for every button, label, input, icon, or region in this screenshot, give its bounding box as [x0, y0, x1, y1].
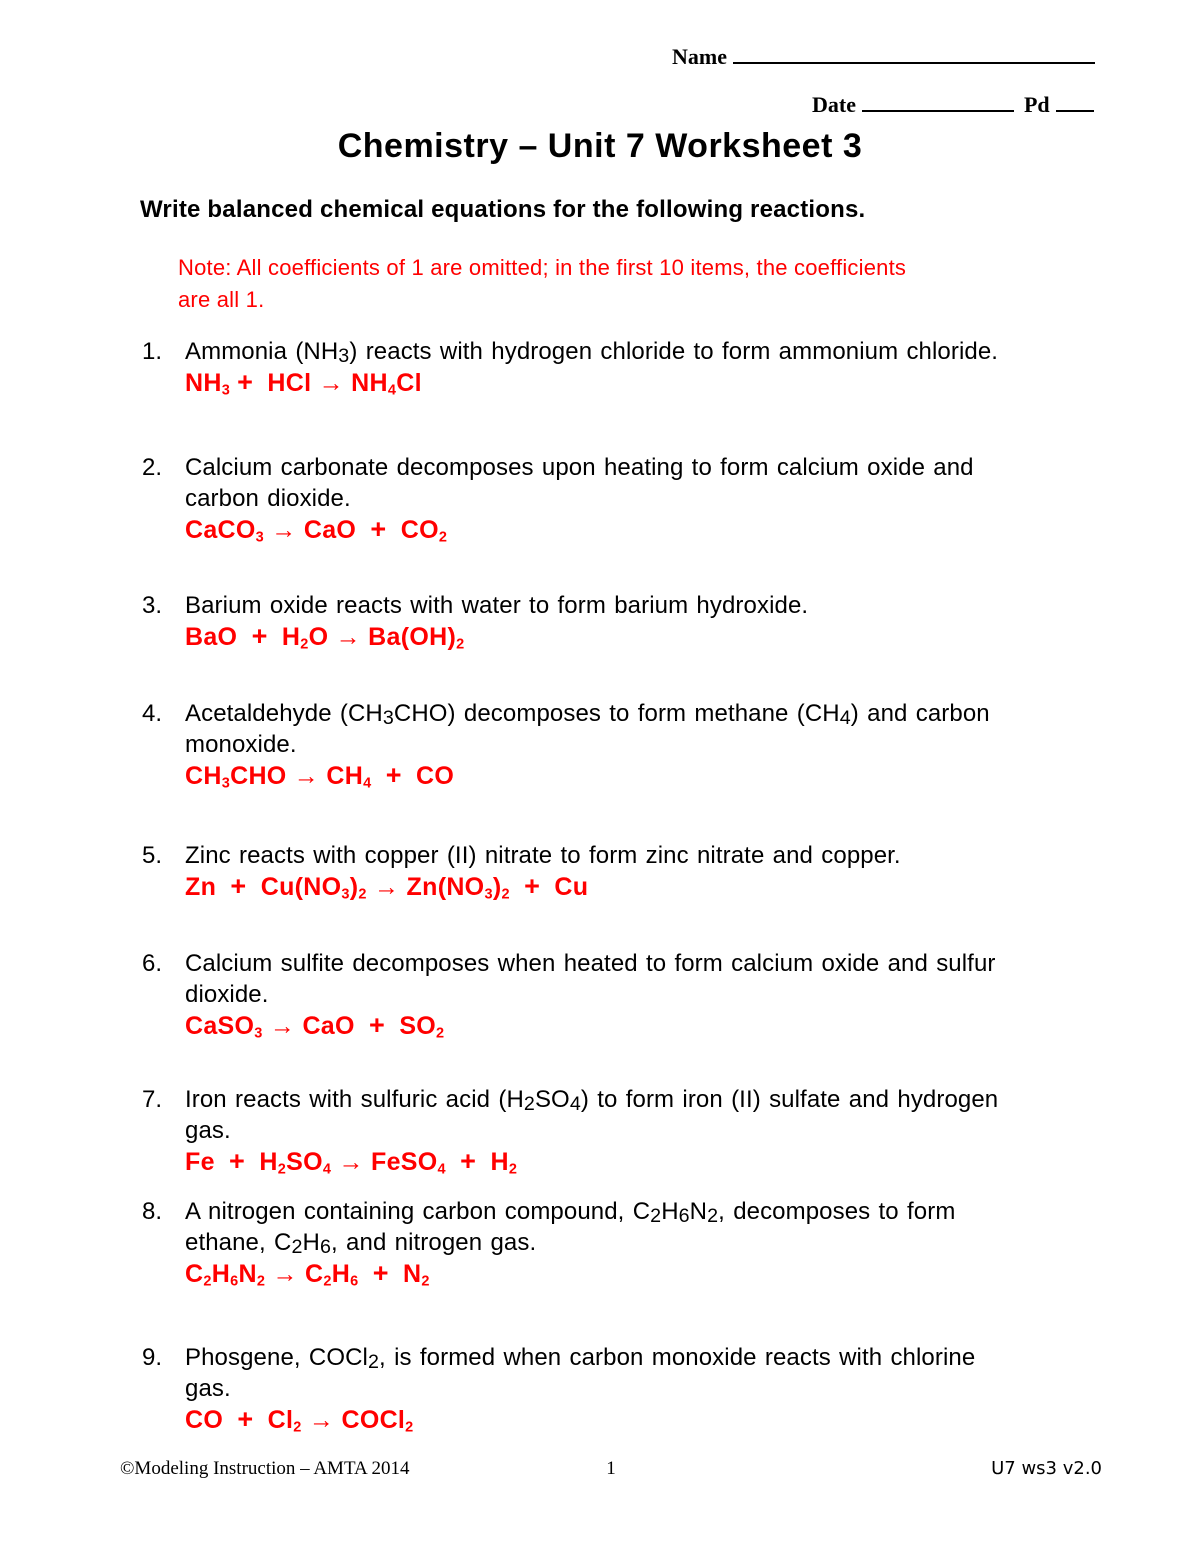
- name-label: Name: [672, 44, 727, 69]
- date-field-row: [812, 92, 1094, 118]
- question-line: Acetaldehyde $(CH_3CHO)$ decomposes to form methane $(CH_4)$ and carbon: [185, 700, 990, 729]
- question-item: [140, 590, 1105, 653]
- date-blank-line: [862, 94, 1014, 112]
- question-line: Zinc reacts with copper (II) nitrate to form zinc nitrate and copper.: [185, 842, 901, 869]
- item-question: [185, 452, 1105, 514]
- question-line: ethane, $C_2H_6$, and nitrogen gas.: [185, 1229, 537, 1258]
- question-line: dioxide.: [185, 981, 269, 1008]
- item-answer-equation: CO + $Cl_2$ → COCl$_2$: [185, 1404, 414, 1436]
- question-line: Calcium carbonate decomposes upon heating to form calcium oxide and: [185, 454, 974, 481]
- item-answer-equation: $Fe + H_2SO_4$ → FeSO$_4$ + $H_2$: [185, 1146, 518, 1178]
- item-number: 5.: [142, 842, 163, 869]
- question-item: [140, 336, 1105, 399]
- note-line-1: Note: All coefficients of 1 are omitted; in the first 10 items, the coefficients: [178, 255, 907, 280]
- item-question: [185, 698, 1105, 760]
- question-line: Iron reacts with sulfuric acid $(H_2SO_4)$ to form iron (II) sulfate and hydrogen: [185, 1086, 999, 1115]
- pd-label: Pd: [1023, 92, 1050, 117]
- item-question: [185, 948, 1105, 1010]
- question-line: Phosgene, COCl$_2$, is formed when carbon monoxide reacts with chlorine: [185, 1344, 976, 1373]
- item-number: 2.: [142, 454, 163, 481]
- question-line: monoxide.: [185, 731, 297, 758]
- question-item: [140, 1196, 1105, 1290]
- item-question: [185, 840, 1105, 871]
- footer-page-number: 1: [606, 1458, 616, 1479]
- name-blank-line: [733, 46, 1095, 64]
- question-line: A nitrogen containing carbon compound, $C_2H_6N_2$, decomposes to form: [185, 1198, 956, 1227]
- question-line: Barium oxide reacts with water to form barium hydroxide.: [185, 592, 809, 619]
- pd-blank-line: [1056, 94, 1094, 112]
- question-line: Ammonia $(NH_3)$ reacts with hydrogen chloride to form ammonium chloride.: [185, 338, 999, 367]
- item-question: [185, 1342, 1105, 1404]
- footer-copyright: ©Modeling Instruction – AMTA 2014: [120, 1458, 410, 1479]
- footer-version: U7 ws3 v2.0: [991, 1458, 1102, 1479]
- question-item: [140, 948, 1105, 1042]
- item-answer-equation: $CH_3CHO \to CH_4$ + CO: [185, 760, 455, 792]
- question-item: [140, 1342, 1105, 1436]
- question-item: [140, 452, 1105, 546]
- question-line: Calcium sulfite decomposes when heated to form calcium oxide and sulfur: [185, 950, 996, 977]
- question-item: [140, 840, 1105, 903]
- item-answer-equation: $C_2H_6N_2 \to C_2H_6 + N_2$: [185, 1258, 430, 1290]
- item-question: [185, 590, 1105, 621]
- question-line: gas.: [185, 1117, 231, 1144]
- item-answer-equation: CaSO$_3$ → CaO + $SO_2$: [185, 1010, 445, 1042]
- question-item: [140, 698, 1105, 792]
- note-line-2: are all 1.: [178, 287, 265, 312]
- item-answer-equation: BaO + $H_2O \to Ba(OH)_2$: [185, 621, 465, 653]
- item-question: [185, 1084, 1105, 1146]
- note: [178, 252, 906, 316]
- question-line: carbon dioxide.: [185, 485, 351, 512]
- item-answer-equation: $Zn + Cu(NO_3)_2 \to Zn(NO_3)_2 + Cu$: [185, 871, 589, 903]
- item-question: [185, 336, 1105, 367]
- item-number: 6.: [142, 950, 163, 977]
- page-footer: [120, 1458, 1102, 1480]
- item-number: 4.: [142, 700, 163, 727]
- question-item: [140, 1084, 1105, 1178]
- item-answer-equation: CaCO$_3$ → CaO + $CO_2$: [185, 514, 448, 546]
- item-number: 8.: [142, 1198, 163, 1225]
- question-line: gas.: [185, 1375, 231, 1402]
- date-label: Date: [812, 92, 856, 117]
- name-field-row: [672, 44, 1095, 70]
- item-answer-equation: $NH_3$ + HCl → $NH_4Cl$: [185, 367, 422, 399]
- item-question: [185, 1196, 1105, 1258]
- item-number: 3.: [142, 592, 163, 619]
- instruction-heading: Write balanced chemical equations for the following reactions.: [140, 196, 866, 223]
- page-title: Chemistry – Unit 7 Worksheet 3: [337, 127, 863, 165]
- item-number: 7.: [142, 1086, 163, 1113]
- item-number: 9.: [142, 1344, 163, 1371]
- item-number: 1.: [142, 338, 163, 365]
